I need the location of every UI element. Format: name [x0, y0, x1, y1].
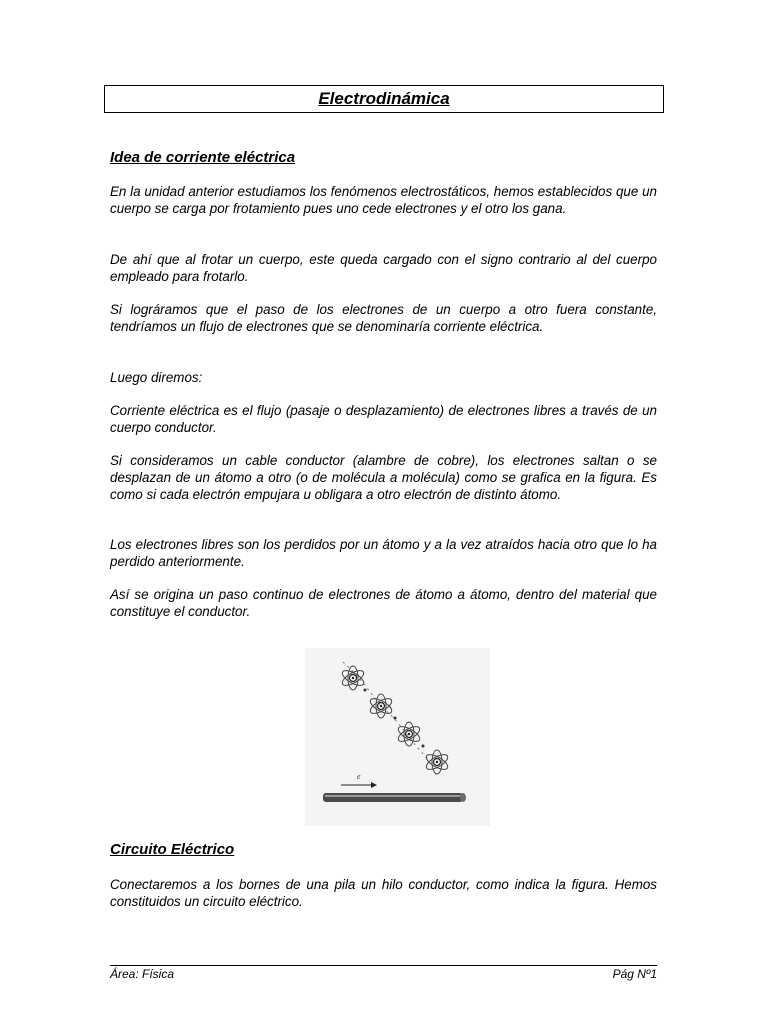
paragraph: Los electrones libres son los perdidos por un átomo y a la vez atraídos hacia otro que lo ha perdido anteriormente. — [110, 537, 657, 569]
electron-label: e — [357, 772, 361, 781]
paragraph: De ahí que al frotar un cuerpo, este queda cargado con el signo contrario al del cuerpo empleado para frotarlo. — [110, 252, 657, 284]
page-title: Electrodinámica — [318, 89, 450, 108]
title-box — [104, 85, 664, 113]
paragraph: En la unidad anterior estudiamos los fenómenos electrostáticos, hemos establecidos que un cuerpo se carga por frotamiento pues uno cede electrones y el otro los gana. — [110, 184, 657, 216]
atom-icon — [340, 666, 366, 690]
footer-area: Área: Física — [110, 967, 175, 981]
section-heading-circuito: Circuito Eléctrico — [110, 841, 235, 858]
paragraph: Corriente eléctrica es el flujo (pasaje o desplazamiento) de electrones libres a través de un cuerpo conductor. — [110, 403, 657, 435]
footer-page-number: Pág Nº1 — [612, 967, 657, 981]
section-heading-corriente: Idea de corriente eléctrica — [110, 149, 296, 166]
paragraph: Si lográramos que el paso de los electrones de un cuerpo a otro fuera constante, tendríamos un flujo de electrones que se denominaría corriente eléctrica. — [110, 302, 657, 334]
paragraph: Conectaremos a los bornes de una pila un hilo conductor, como indica la figura. Hemos constituidos un circuito eléctrico. — [110, 877, 657, 909]
paragraph: Si consideramos un cable conductor (alambre de cobre), los electrones saltan o se desplazan de un átomo a otro (o de molécula a molécula) como se grafica en la figura. Es como si cada electrón empujara u obligara a otro electrón de distinto átomo. — [110, 453, 657, 502]
electron-flow-illustration — [305, 648, 490, 826]
footer-divider — [110, 965, 657, 966]
atom-icon — [368, 694, 394, 718]
atom-icon — [424, 750, 450, 774]
electron-flow-figure — [305, 648, 490, 826]
paragraph: Luego diremos: — [110, 370, 203, 385]
paragraph: Así se origina un paso continuo de electrones de átomo a átomo, dentro del material que constituye el conductor. — [110, 587, 657, 619]
